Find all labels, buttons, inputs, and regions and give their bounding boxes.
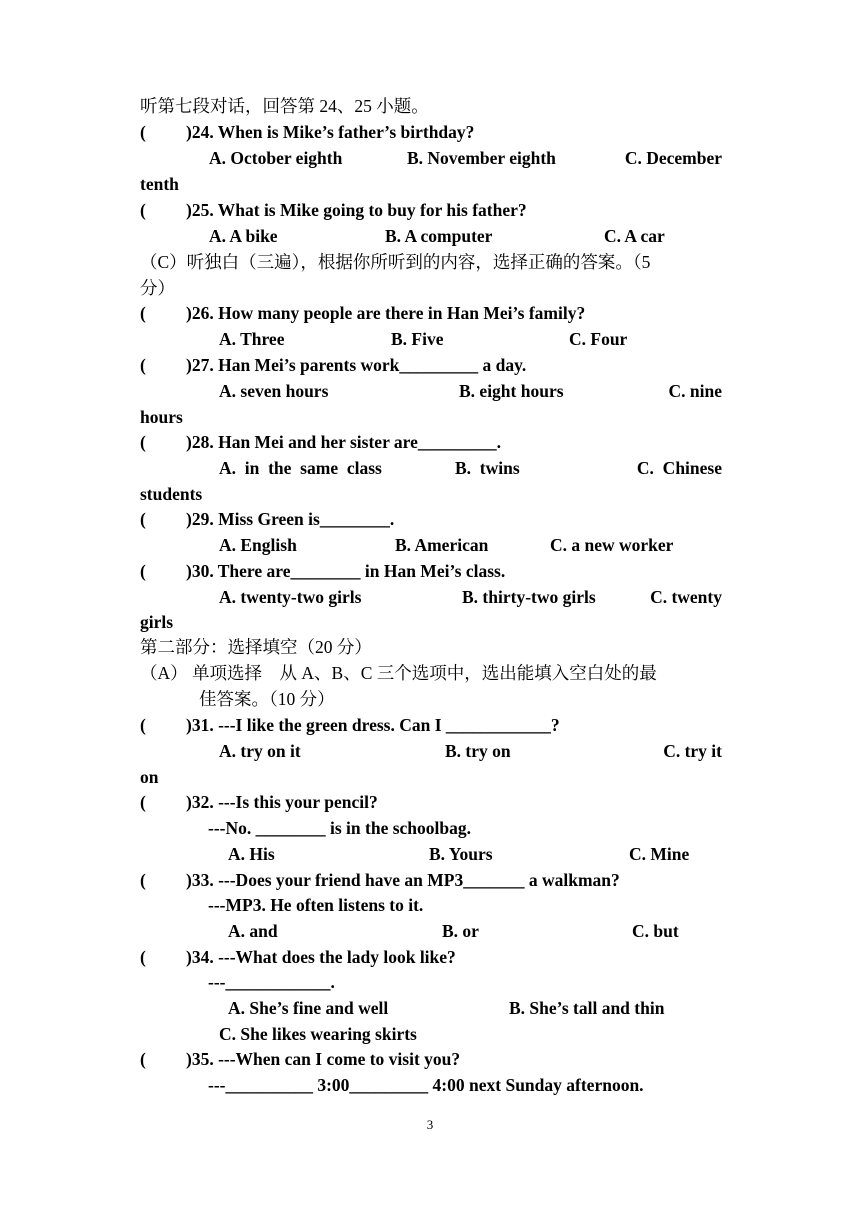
section-heading: 听第七段对话，回答第 24、25 小题。: [140, 96, 429, 116]
question-32: ( )32. ---Is this your pencil?: [140, 792, 378, 812]
question-29: ( )29. Miss Green is________.: [140, 509, 395, 529]
question-32-stem: ---No. ________ is in the schoolbag.: [208, 818, 471, 838]
question-24-option-c-wrap: tenth: [140, 174, 179, 194]
question-34-stem: ---____________.: [208, 972, 335, 992]
section-c-heading-wrap: 分）: [140, 278, 175, 298]
page-number: 3: [426, 1117, 434, 1132]
question-31-option-c-wrap: on: [140, 767, 159, 787]
section-a-heading-wrap: 佳答案。（10 分）: [199, 689, 335, 709]
question-31: ( )31. ---I like the green dress. Can I ____________?: [140, 715, 560, 735]
question-34: ( )34. ---What does the lady look like?: [140, 947, 456, 967]
section-c-heading: （C）听独白（三遍），根据你所听到的内容，选择正确的答案。（5: [140, 252, 651, 272]
question-35: ( )35. ---When can I come to visit you?: [140, 1049, 461, 1069]
section-a-heading: （A） 单项选择 从 A、B、C 三个选项中，选出能填入空白处的最: [140, 663, 657, 683]
question-28: ( )28. Han Mei and her sister are_________.: [140, 432, 501, 452]
question-33-stem: ---MP3. He often listens to it.: [208, 895, 424, 915]
question-27: ( )27. Han Mei’s parents work_________ a day.: [140, 355, 527, 375]
question-27-option-c-wrap: hours: [140, 407, 183, 427]
part-two-heading: 第二部分：选择填空（20 分）: [140, 637, 372, 657]
question-30-option-c-wrap: girls: [140, 612, 174, 632]
question-33: ( )33. ---Does your friend have an MP3_______ a walkman?: [140, 870, 620, 890]
question-24: ( )24. When is Mike’s father’s birthday?: [140, 122, 475, 142]
question-26: ( )26. How many people are there in Han Mei’s family?: [140, 303, 586, 323]
question-28-option-c-wrap: students: [140, 484, 203, 504]
question-30: ( )30. There are________ in Han Mei’s class.: [140, 561, 506, 581]
question-35-stem: ---__________ 3:00_________ 4:00 next Sunday afternoon.: [208, 1075, 644, 1095]
question-25: ( )25. What is Mike going to buy for his father?: [140, 200, 527, 220]
question-34-option-c: C. She likes wearing skirts: [219, 1024, 417, 1044]
